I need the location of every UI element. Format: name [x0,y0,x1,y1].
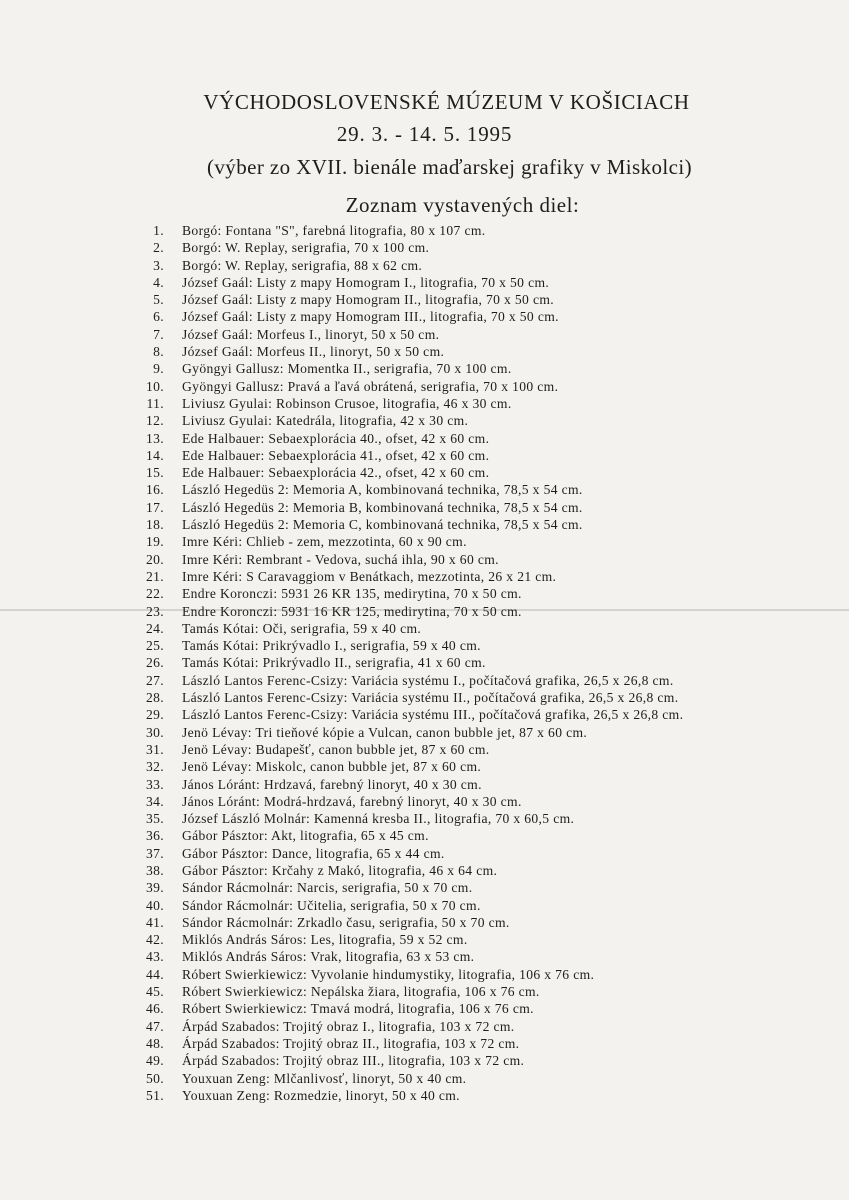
item-number: 2. [153,240,164,256]
item-text: Gábor Pásztor: Dance, litografia, 65 x 44 cm. [182,845,445,861]
item-text: László Lantos Ferenc-Csizy: Variácia systému I., počítačová grafika, 26,5 x 26,8 cm. [182,672,674,688]
item-text: László Hegedüs 2: Memoria C, kombinovaná technika, 78,5 x 54 cm. [182,517,583,533]
item-text: Gyöngyi Gallusz: Momentka II., serigrafia, 70 x 100 cm. [182,361,512,377]
item-text: László Hegedüs 2: Memoria A, kombinovaná technika, 78,5 x 54 cm. [182,482,583,498]
list-item [130,568,820,585]
item-number: 48. [145,1035,164,1051]
item-text: Tamás Kótai: Oči, serigrafia, 59 x 40 cm. [182,620,422,636]
item-number: 37. [145,845,164,861]
list-item [130,706,820,723]
item-number: 4. [153,274,164,290]
item-number: 1. [153,223,164,238]
item-text: Gábor Pásztor: Akt, litografia, 65 x 45 cm. [182,828,429,844]
list-item [130,672,820,689]
item-number: 51. [145,1087,164,1103]
list-item [130,222,820,239]
item-text: Imre Kéri: S Caravaggiom v Benátkach, mezzotinta, 26 x 21 cm. [182,568,557,584]
list-item [130,966,820,983]
list-item [130,239,820,256]
list-item [130,810,820,827]
item-text: Sándor Rácmolnár: Zrkadlo času, serigrafia, 50 x 70 cm. [182,914,510,930]
list-item [130,326,820,343]
item-number: 44. [145,966,164,982]
item-number: 15. [145,465,164,481]
item-text: Jenö Lévay: Budapešť, canon bubble jet, 87 x 60 cm. [182,741,490,757]
list-item [130,343,820,360]
list-item [130,274,820,291]
item-number: 36. [145,828,164,844]
list-item [130,395,820,412]
list-item [130,360,820,377]
item-text: Borgó: W. Replay, serigrafia, 70 x 100 cm. [182,240,430,256]
item-text: Ede Halbauer: Sebaexplorácia 41., ofset, 42 x 60 cm. [182,447,490,463]
item-number: 35. [145,811,164,827]
item-number: 49. [145,1053,164,1069]
item-number: 40. [145,897,164,913]
list-item [130,637,820,654]
item-number: 14. [145,447,164,463]
item-text: Árpád Szabados: Trojitý obraz I., litografia, 103 x 72 cm. [182,1018,515,1034]
item-number: 21. [145,568,164,584]
list-item [130,845,820,862]
item-number: 32. [145,759,164,775]
list-item [130,1018,820,1035]
list-item [130,948,820,965]
item-text: János Lóránt: Hrdzavá, farebný linoryt, 40 x 30 cm. [182,776,482,792]
list-item [130,464,820,481]
item-text: Endre Koronczi: 5931 16 KR 125, medirytina, 70 x 50 cm. [182,603,522,619]
item-text: Sándor Rácmolnár: Učitelia, serigrafia, 50 x 70 cm. [182,897,481,913]
item-number: 33. [145,776,164,792]
item-number: 29. [145,707,164,723]
item-text: László Lantos Ferenc-Csizy: Variácia systému III., počítačová grafika, 26,5 x 26,8 cm. [182,707,684,723]
item-number: 22. [145,586,164,602]
list-item [130,412,820,429]
list-item [130,758,820,775]
item-number: 24. [145,620,164,636]
item-number: 26. [145,655,164,671]
item-number: 39. [145,880,164,896]
item-text: Tamás Kótai: Prikrývadlo II., serigrafia, 41 x 60 cm. [182,655,486,671]
item-text: József Gaál: Morfeus I., linoryt, 50 x 50 cm. [182,326,440,342]
item-number: 3. [153,257,164,273]
list-item [130,862,820,879]
list-item [130,516,820,533]
item-number: 8. [153,344,164,360]
item-text: Youxuan Zeng: Mlčanlivosť, linoryt, 50 x 40 cm. [182,1070,467,1086]
list-item [130,1000,820,1017]
list-item [130,741,820,758]
item-number: 19. [145,534,164,550]
item-text: Miklós András Sáros: Les, litografia, 59 x 52 cm. [182,932,468,948]
item-text: László Lantos Ferenc-Csizy: Variácia systému II., počítačová grafika, 26,5 x 26,8 cm. [182,690,679,706]
list-item [130,983,820,1000]
item-text: Jenö Lévay: Tri tieňové kópie a Vulcan, canon bubble jet, 87 x 60 cm. [182,724,588,740]
item-number: 9. [153,361,164,377]
list-item [130,533,820,550]
item-number: 10. [145,378,164,394]
list-item [130,897,820,914]
item-number: 23. [145,603,164,619]
item-text: Ede Halbauer: Sebaexplorácia 42., ofset, 42 x 60 cm. [182,465,490,481]
item-text: Youxuan Zeng: Rozmedzie, linoryt, 50 x 40 cm. [182,1087,460,1103]
works-list [130,222,820,1104]
item-number: 41. [145,914,164,930]
list-item [130,1052,820,1069]
exhibition-dates: 29. 3. - 14. 5. 1995 [336,122,513,146]
list-item [130,620,820,637]
list-item [130,776,820,793]
list-item [130,430,820,447]
list-item [130,257,820,274]
list-item [130,793,820,810]
item-text: Róbert Swierkiewicz: Nepálska žiara, litografia, 106 x 76 cm. [182,984,540,1000]
list-item [130,879,820,896]
list-item [130,603,820,620]
item-text: Borgó: Fontana "S", farebná litografia, 80 x 107 cm. [182,223,486,238]
item-number: 18. [145,517,164,533]
item-number: 34. [145,793,164,809]
item-text: Liviusz Gyulai: Robinson Crusoe, litografia, 46 x 30 cm. [182,395,512,411]
item-text: József László Molnár: Kamenná kresba II., litografia, 70 x 60,5 cm. [182,811,575,827]
item-number: 45. [145,984,164,1000]
item-text: Gábor Pásztor: Krčahy z Makó, litografia, 46 x 64 cm. [182,862,498,878]
list-item [130,1070,820,1087]
item-number: 20. [145,551,164,567]
item-text: József Gaál: Listy z mapy Homogram I., litografia, 70 x 50 cm. [182,274,550,290]
list-item [130,291,820,308]
item-text: Róbert Swierkiewicz: Tmavá modrá, litografia, 106 x 76 cm. [182,1001,534,1017]
item-number: 7. [153,326,164,342]
item-text: Liviusz Gyulai: Katedrála, litografia, 42 x 30 cm. [182,413,469,429]
item-number: 31. [145,741,164,757]
list-title: Zoznam vystavených diel: [345,193,580,217]
item-number: 16. [145,482,164,498]
item-text: Tamás Kótai: Prikrývadlo I., serigrafia, 59 x 40 cm. [182,638,481,654]
list-item [130,914,820,931]
list-item [130,481,820,498]
item-text: László Hegedüs 2: Memoria B, kombinovaná technika, 78,5 x 54 cm. [182,499,583,515]
item-text: Borgó: W. Replay, serigrafia, 88 x 62 cm. [182,257,423,273]
item-text: József Gaál: Listy z mapy Homogram III., litografia, 70 x 50 cm. [182,309,559,325]
item-text: Árpád Szabados: Trojitý obraz II., litografia, 103 x 72 cm. [182,1035,520,1051]
item-text: Imre Kéri: Rembrant - Vedova, suchá ihla, 90 x 60 cm. [182,551,499,567]
item-text: Sándor Rácmolnár: Narcis, serigrafia, 50 x 70 cm. [182,880,473,896]
item-number: 25. [145,638,164,654]
item-number: 11. [146,395,164,411]
item-number: 13. [145,430,164,446]
list-item [130,585,820,602]
list-item [130,1035,820,1052]
list-item [130,724,820,741]
item-number: 38. [145,862,164,878]
item-text: Róbert Swierkiewicz: Vyvolanie hindumystiky, litografia, 106 x 76 cm. [182,966,595,982]
item-text: Miklós András Sáros: Vrak, litografia, 63 x 53 cm. [182,949,475,965]
item-text: Jenö Lévay: Miskolc, canon bubble jet, 87 x 60 cm. [182,759,482,775]
item-text: Imre Kéri: Chlieb - zem, mezzotinta, 60 x 90 cm. [182,534,467,550]
item-text: Ede Halbauer: Sebaexplorácia 40., ofset, 42 x 60 cm. [182,430,490,446]
item-number: 17. [145,499,164,515]
list-item [130,689,820,706]
item-number: 50. [145,1070,164,1086]
list-item [130,378,820,395]
item-text: János Lóránt: Modrá-hrdzavá, farebný linoryt, 40 x 30 cm. [182,793,522,809]
item-text: József Gaál: Listy z mapy Homogram II., litografia, 70 x 50 cm. [182,292,554,308]
item-number: 42. [145,932,164,948]
list-item [130,308,820,325]
item-number: 47. [145,1018,164,1034]
list-item [130,551,820,568]
item-number: 6. [153,309,164,325]
list-item [130,1087,820,1104]
item-text: József Gaál: Morfeus II., linoryt, 50 x 50 cm. [182,344,445,360]
list-item [130,931,820,948]
item-text: Gyöngyi Gallusz: Pravá a ľavá obrátená, serigrafia, 70 x 100 cm. [182,378,559,394]
item-number: 27. [145,672,164,688]
list-item [130,499,820,516]
exhibition-subtitle: (výber zo XVII. bienále maďarskej grafiky v Miskolci) [207,155,692,179]
item-number: 43. [145,949,164,965]
item-number: 30. [145,724,164,740]
item-text: Árpád Szabados: Trojitý obraz III., litografia, 103 x 72 cm. [182,1053,525,1069]
item-number: 5. [153,292,164,308]
list-item [130,654,820,671]
list-item [130,827,820,844]
list-item [130,447,820,464]
item-number: 12. [145,413,164,429]
museum-title: VÝCHODOSLOVENSKÉ MÚZEUM V KOŠICIACH [203,90,690,114]
item-text: Endre Koronczi: 5931 26 KR 135, medirytina, 70 x 50 cm. [182,586,522,602]
item-number: 46. [145,1001,164,1017]
item-number: 28. [145,690,164,706]
